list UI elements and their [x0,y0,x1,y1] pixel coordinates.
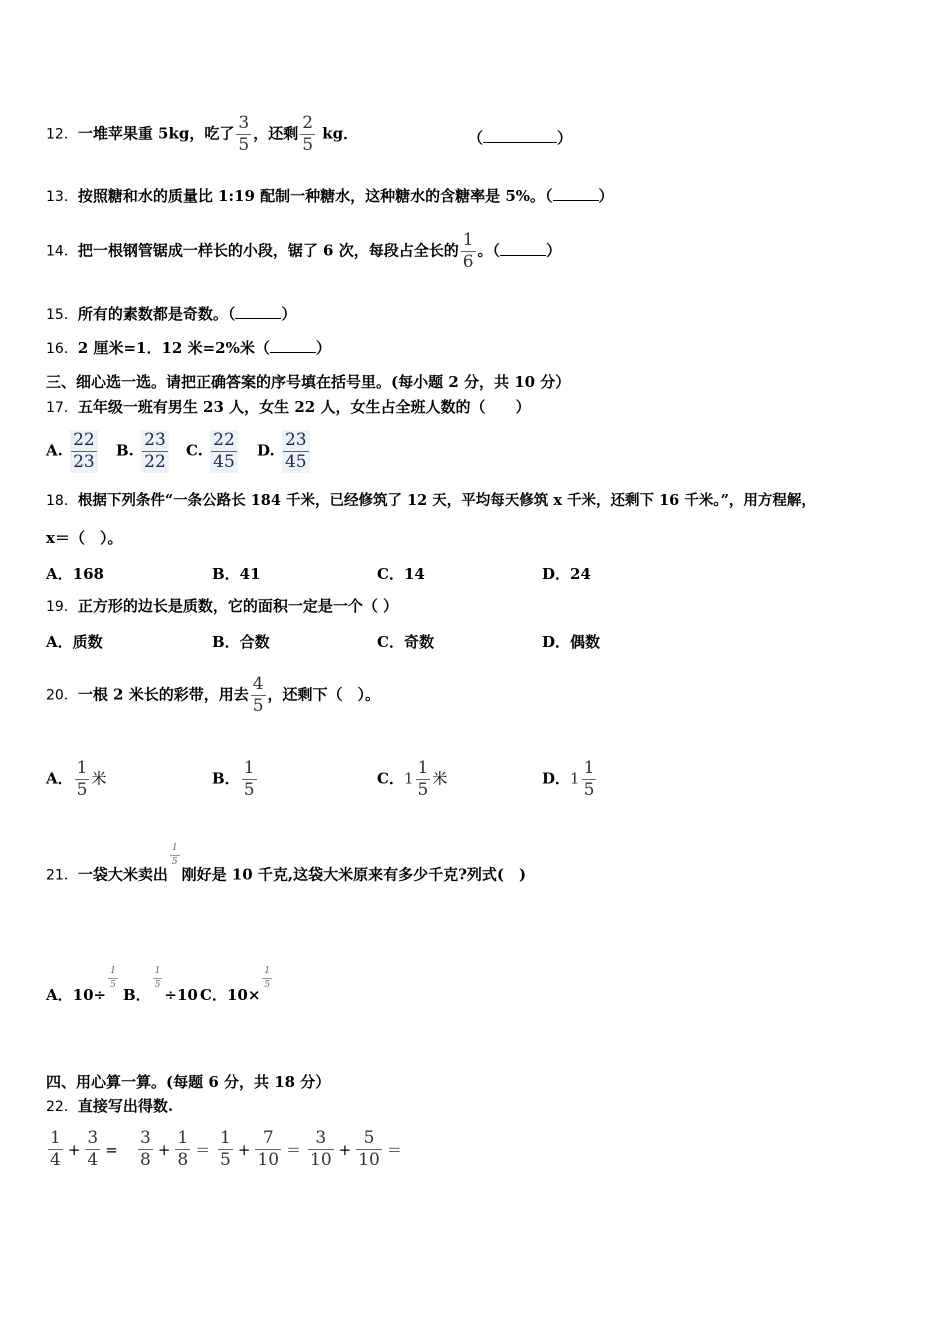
equals-sign: ＝ [386,1141,402,1159]
fraction [242,760,257,799]
question-15 [46,304,296,325]
question-text: 所有的素数都是奇数。（ [77,305,236,323]
q21-option-c[interactable] [200,965,274,1008]
fraction [416,760,431,799]
numerator: 1 [76,758,88,778]
unit: 米 [432,769,448,788]
numerator: 1 [110,965,116,976]
option-letter: B. [116,441,134,460]
plus-sign: + [157,1140,171,1159]
answer-blank-12[interactable] [468,128,572,148]
question-number: 12． [46,126,78,143]
denominator: 5 [238,135,250,155]
numerator: 1 [177,1128,189,1148]
numerator: 2 [302,113,314,133]
question-text: 根据下列条件“一条公路长 184 千米，已经修筑了 12 天，平均每天修筑 x 千米，还剩下 16 千米。”，用方程解， [77,492,816,509]
question-21 [46,843,527,887]
answer-blank[interactable] [500,241,546,256]
option-letter: C． [377,769,404,788]
numerator: 1 [264,965,271,976]
denominator: 10 [358,1150,380,1170]
question-text: 正方形的边长是质数，它的面积一定是一个（ ） [77,597,399,615]
denominator: 5 [264,979,271,990]
denominator: 45 [284,452,307,472]
question-number: 15． [46,307,78,323]
question-18 [46,491,816,511]
denominator: 45 [213,452,235,472]
fraction [356,1130,382,1169]
question-number: 13． [46,189,78,205]
paren-right: ） [315,339,331,357]
fraction-image [210,430,238,473]
option-letter: B． [212,769,240,788]
fraction [461,232,476,271]
question-text: 2 厘米=1．12 米=2%米（ [77,339,270,357]
denominator: 5 [154,979,161,990]
whole-number: 1 [570,769,580,788]
question-text: kg． [317,124,359,143]
fraction-image [141,430,169,473]
numerator: 1 [583,758,595,778]
q18-option-b[interactable]: B．41 [212,565,261,583]
fraction [251,676,266,715]
q21-option-a[interactable] [46,965,120,1008]
fraction-image [153,967,163,990]
option-text: A．10÷ [46,986,107,1004]
equation-4 [306,1130,405,1169]
whole-number: 1 [403,769,414,788]
numerator: 1 [50,1128,61,1148]
question-number: 18． [46,493,78,509]
paren-right: ） [546,241,562,260]
question-12 [46,115,358,154]
equation-2 [136,1130,213,1169]
numerator: 22 [73,430,95,450]
denominator: 4 [87,1150,99,1170]
question-20 [46,676,380,715]
numerator: 23 [284,430,307,450]
plus-sign: + [237,1140,251,1159]
blank-line[interactable] [483,128,557,143]
q21-option-b[interactable] [123,965,198,1008]
fraction [308,1130,334,1169]
numerator: 3 [315,1128,327,1148]
question-16 [46,338,331,359]
numerator: 1 [220,1128,231,1148]
denominator: 5 [302,135,314,155]
numerator: 4 [252,674,264,694]
question-19 [46,596,398,617]
question-text: 一袋大米卖出 [77,865,168,884]
numerator: 3 [87,1128,99,1148]
denominator: 5 [76,780,88,800]
question-text: ，还剩 [253,124,299,143]
option-letter: D． [542,769,571,788]
numerator: 1 [171,843,178,853]
denominator: 5 [417,780,429,800]
q20-option-b[interactable] [212,760,259,799]
denominator: 6 [462,252,474,272]
fraction [75,760,90,799]
numerator: 23 [144,430,166,450]
equation-3 [216,1130,304,1169]
q19-option-a[interactable]: A．质数 [46,633,103,651]
paren-left: （ [468,129,484,147]
question-text: ，还剩下（ ）。 [267,685,381,704]
fraction-image [262,967,272,990]
question-text: 把一根钢管锯成一样长的小段，锯了 6 次，每段占全长的 [77,241,459,260]
denominator: 5 [220,1150,231,1170]
fraction [175,1130,190,1169]
option-text: C．10× [200,986,261,1004]
section-3-heading [46,372,570,392]
fraction [138,1130,153,1169]
plus-sign: + [338,1140,352,1159]
question-14 [46,232,561,271]
denominator: 22 [144,452,166,472]
q20-option-d[interactable] [542,760,598,799]
question-text: x＝（ ）。 [46,529,123,547]
fraction [218,1130,233,1169]
fraction-image [282,430,310,473]
q18-option-d[interactable]: D．24 [542,565,591,583]
q17-option-b[interactable] [116,430,171,473]
question-text: 五年级一班有男生 23 人，女生 22 人，女生占全班人数的（ ） [77,398,531,416]
q18-option-c[interactable]: C．14 [377,565,425,583]
equals-sign: ＝ [195,1141,211,1159]
denominator: 10 [257,1150,280,1170]
denominator: 23 [73,452,95,472]
q19-option-b[interactable]: B．合数 [212,633,270,651]
question-number: 20． [46,687,78,704]
option-letter: A． [46,769,73,788]
option-letter: C. [186,441,203,460]
numerator: 1 [417,758,429,778]
numerator: 3 [238,113,250,133]
question-13 [46,186,614,207]
fraction [582,760,597,799]
question-text: 。（ [477,241,501,260]
equation-1 [46,1130,121,1169]
numerator: 22 [213,430,235,450]
question-22 [46,1096,173,1117]
q19-option-c[interactable]: C．奇数 [377,633,434,651]
numerator: 3 [140,1128,151,1148]
question-number: 21． [46,867,78,884]
fraction [255,1130,281,1169]
denominator: 5 [110,979,116,990]
denominator: 5 [243,780,255,800]
option-letter: A. [46,441,63,460]
question-number: 17． [46,400,78,416]
numerator: 1 [243,758,255,778]
answer-blank[interactable] [270,338,316,353]
denominator: 5 [171,857,178,867]
denominator: 5 [583,780,595,800]
question-text: 刚好是 10 千克,这袋大米原来有多少千克?列式( ) [181,865,527,884]
fraction [236,115,251,154]
question-text: 一根 2 米长的彩带，用去 [77,685,249,704]
q20-option-c[interactable] [377,760,447,799]
denominator: 5 [252,696,264,716]
q17-option-a[interactable] [46,430,100,473]
question-18-line2 [46,528,122,548]
numerator: 5 [363,1128,375,1148]
question-text: 一堆苹果重 5kg，吃了 [77,124,235,143]
paren-right: ） [598,187,614,205]
fraction-image [70,430,98,473]
question-number: 16． [46,341,78,357]
fraction [85,1130,100,1169]
section-title: 四、用心算一算。(每题 6 分，共 18 分） [46,1073,331,1091]
q17-option-d[interactable] [257,430,312,473]
fraction [300,115,315,154]
numerator: 1 [154,965,161,976]
paren-right: ） [557,129,573,147]
denominator: 8 [177,1150,189,1170]
denominator: 8 [140,1150,151,1170]
fraction-image [108,967,118,990]
denominator: 4 [50,1150,61,1170]
fraction-image [170,844,180,867]
equals-sign: = [105,1140,118,1159]
fraction [48,1130,63,1169]
denominator: 10 [310,1150,332,1170]
answer-blank[interactable] [553,186,599,201]
question-number: 14． [46,243,78,260]
numerator: 7 [262,1128,274,1148]
question-text: 按照糖和水的质量比 1:19 配制一种糖水，这种糖水的含糖率是 5%。（ [77,187,553,205]
q19-option-d[interactable]: D．偶数 [542,633,601,651]
paren-right: ） [281,305,297,323]
numerator: 1 [462,230,474,250]
option-text: ÷10 [164,986,198,1004]
plus-sign: + [67,1140,81,1159]
q20-option-a[interactable] [46,760,106,799]
question-number: 22． [46,1099,78,1115]
equals-sign: ＝ [286,1141,302,1159]
question-number: 19． [46,599,78,615]
question-text: 直接写出得数. [77,1097,174,1115]
option-letter: B． [123,986,151,1004]
unit: 米 [91,769,107,788]
q18-option-a[interactable]: A．168 [46,565,104,583]
section-title: 三、细心选一选。请把正确答案的序号填在括号里。(每小题 2 分，共 10 分） [46,373,571,391]
section-4-heading [46,1072,330,1092]
answer-blank[interactable] [235,304,281,319]
q17-option-c[interactable] [186,430,240,473]
question-17 [46,397,530,418]
option-letter: D. [257,441,275,460]
